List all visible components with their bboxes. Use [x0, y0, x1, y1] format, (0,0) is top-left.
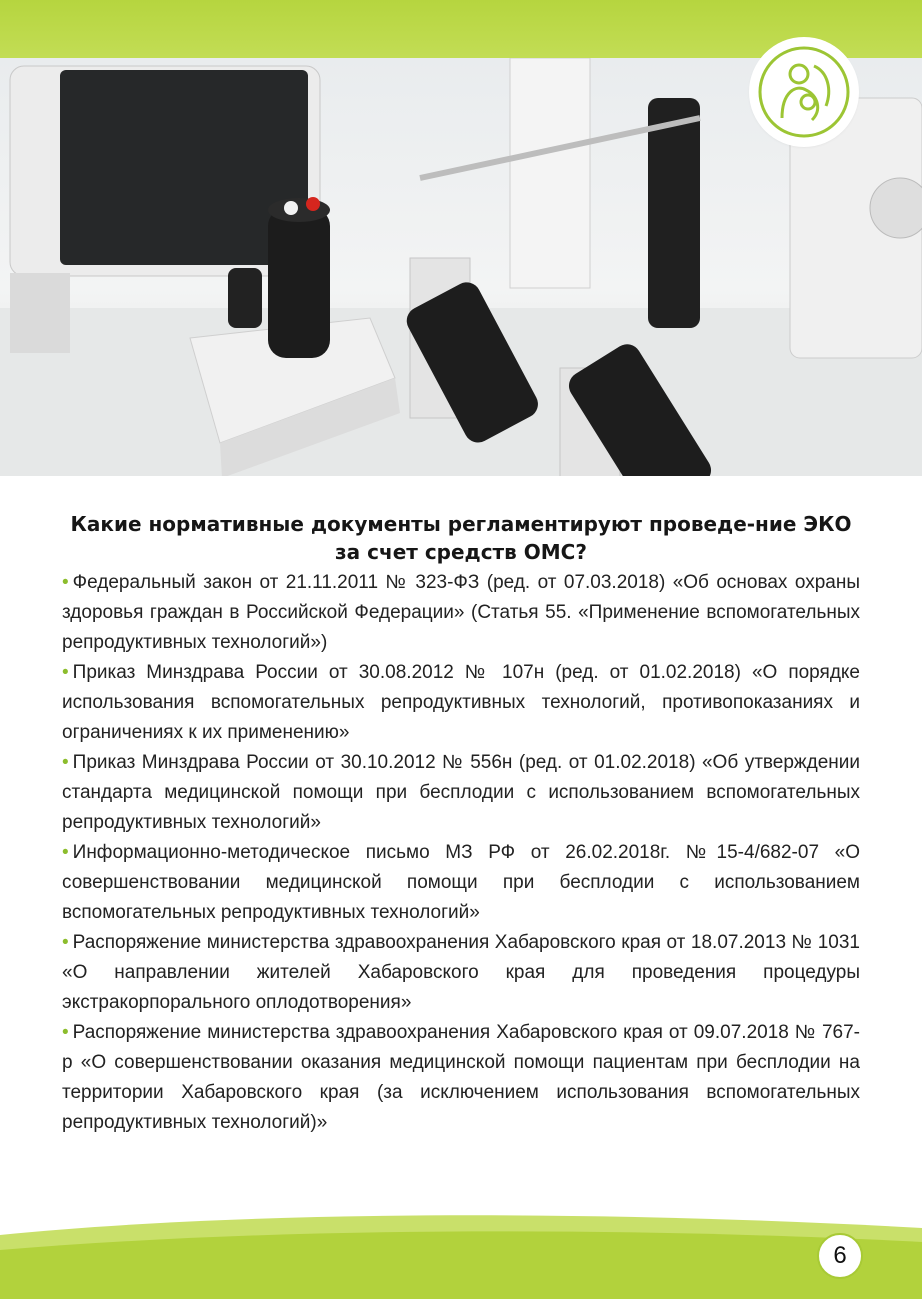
documents-list: [62, 568, 860, 1138]
bullet-icon: •: [62, 752, 69, 773]
list-item: [62, 1018, 860, 1138]
bullet-icon: •: [62, 1022, 69, 1043]
bullet-icon: •: [62, 932, 69, 953]
heading-line-2: за счет средств ОМС?: [335, 540, 587, 564]
list-item-text: Приказ Минздрава России от 30.08.2012 № 107н (ред. от 01.02.2018) «О порядке использования вспомогательных репродуктивных технологий, противопоказаниях и ограничениях к их применению»: [62, 662, 860, 743]
list-item: [62, 658, 860, 748]
bullet-icon: •: [62, 842, 69, 863]
list-item-text: Приказ Минздрава России от 30.10.2012 № 556н (ред. от 01.02.2018) «Об утверждении стандарта медицинской помощи при бесплодии с использованием вспомогательных репродуктивных технологий»: [62, 752, 860, 833]
bullet-icon: •: [62, 662, 69, 683]
list-item-text: Федеральный закон от 21.11.2011 № 323-ФЗ (ред. от 07.03.2018) «Об основах охраны здоровья граждан в Российской Федерации» (Статья 55. «Применение вспомогательных репродуктивных технологий»): [62, 572, 860, 653]
list-item: [62, 928, 860, 1018]
page-heading: [40, 510, 882, 566]
list-item-text: Информационно-методическое письмо МЗ РФ от 26.02.2018г. №15-4/682-07 «О совершенствовании медицинской помощи при бесплодии с использованием вспомогательных репродуктивных технологий»: [62, 842, 860, 923]
bottom-green-swoosh: [0, 1200, 922, 1299]
heading-line-1: Какие нормативные документы регламентируют проведе-ние ЭКО: [70, 512, 852, 536]
bullet-icon: •: [62, 572, 69, 593]
list-item: [62, 838, 860, 928]
list-item: [62, 748, 860, 838]
list-item-text: Распоряжение министерства здравоохранения Хабаровского края от 09.07.2018 № 767-р «О совершенствовании оказания медицинской помощи пациентам при бесплодии на территории Хабаровского края (за исключением использования вспомогательных репродуктивных технологий)»: [62, 1022, 860, 1133]
list-item-text: Распоряжение министерства здравоохранения Хабаровского края от 18.07.2013 № 1031 «О направлении жителей Хабаровского края для проведения процедуры экстракорпорального оплодотворения»: [62, 932, 860, 1013]
page-number: 6: [817, 1233, 863, 1279]
list-item: [62, 568, 860, 658]
mother-child-logo: [752, 40, 856, 144]
